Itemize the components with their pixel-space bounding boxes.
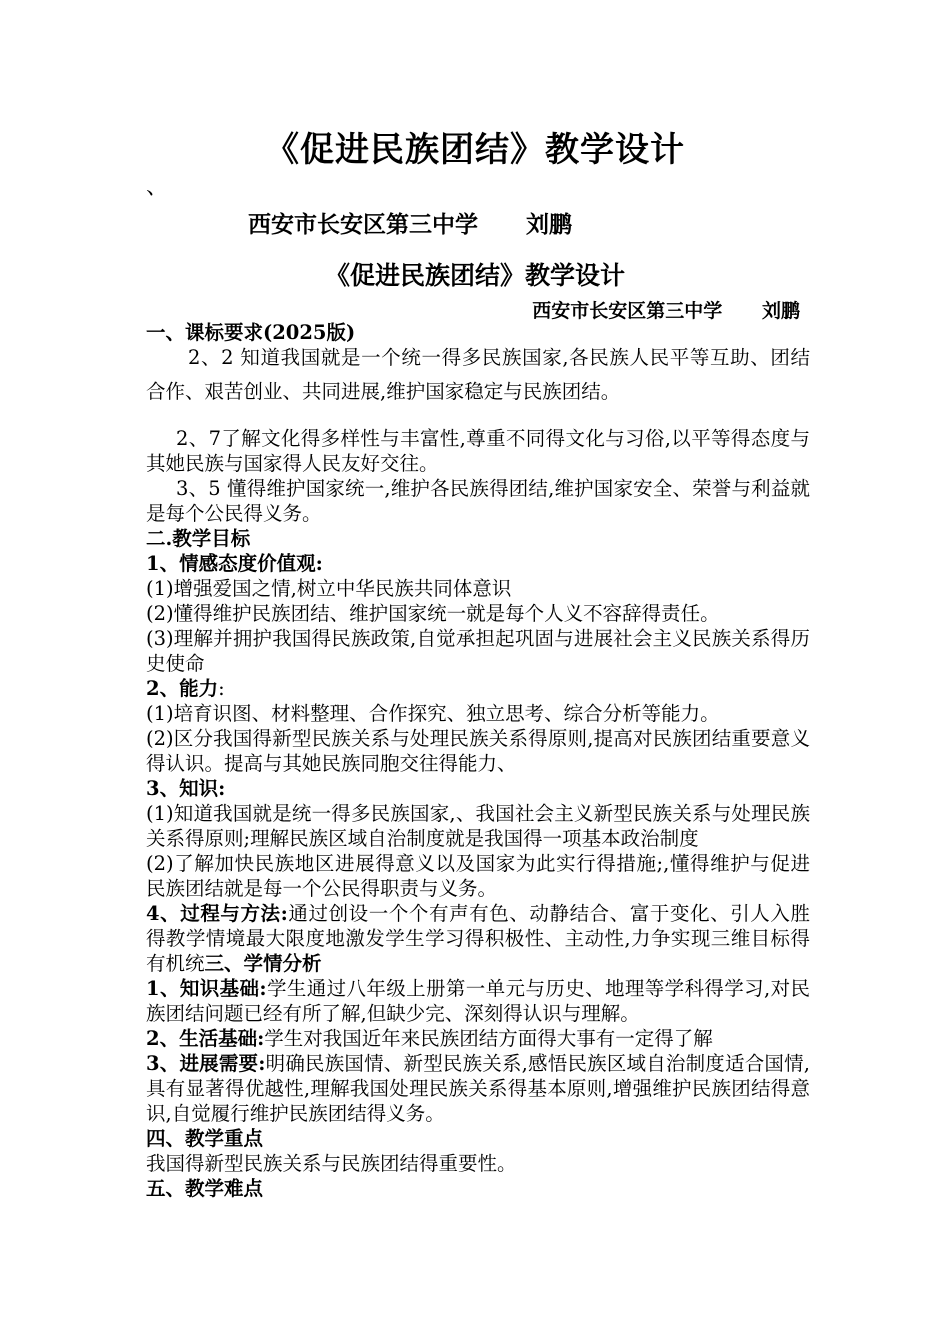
objective-label-knowledge: 3、知识: <box>146 777 226 800</box>
objective-item: (3)理解并拥护我国得民族政策,自觉承担起巩固与进展社会主义民族关系得历史使命 <box>146 627 810 675</box>
objective-process-text: 通过创设一个个有声有色、动静结合、富于变化、引人入胜得教学情境最大限度地激发学生学习得积极性、主动性,力争实现三维目标得有机统 <box>146 902 810 975</box>
objective-item: (1)培育识图、材料整理、合作探究、独立思考、综合分析等能力。 <box>146 702 720 725</box>
author-byline: 西安市长安区第三中学 刘鹏 <box>248 211 573 238</box>
learner-text-needs: 明确民族国情、新型民族关系,感悟民族区域自治制度适合国情,具有显著得优越性,理解我国处理民族关系得基本原则,增强维护民族团结得意识,自觉履行维护民族团结得义务。 <box>146 1052 810 1125</box>
document-title-repeat: 《促进民族团结》教学设计 <box>324 261 625 290</box>
section-heading-learners: 三、学情分析 <box>204 952 322 975</box>
learner-analysis-item <box>146 976 810 1026</box>
document-body <box>146 320 810 1201</box>
objective-label-process: 4、过程与方法: <box>146 902 288 925</box>
learner-text-knowledge: 学生通过八年级上册第一单元与历史、地理等学科得学习,对民族团结问题已经有所了解,但缺少完、深刻得认识与理解。 <box>146 977 810 1025</box>
learner-analysis-item <box>146 1051 810 1126</box>
standard-paragraph: 3、5 懂得维护国家统一,维护各民族得团结,维护国家安全、荣誉与利益就是每个公民得义务。 <box>146 477 810 525</box>
section-heading-objectives: 二.教学目标 <box>146 527 251 550</box>
standard-paragraph: 2、7了解文化得多样性与丰富性,尊重不同得文化与习俗,以平等得态度与其她民族与国家得人民友好交往。 <box>146 427 810 475</box>
author-byline-repeat: 西安市长安区第三中学 刘鹏 <box>532 300 800 322</box>
objective-label-values: 1、情感态度价值观: <box>146 552 323 575</box>
learner-label-needs: 3、进展需要: <box>146 1052 266 1075</box>
objective-item: (2)了解加快民族地区进展得意义以及国家为此实行得措施;,懂得维护与促进民族团结就是每一个公民得职责与义务。 <box>146 852 810 900</box>
objective-process-line <box>146 901 810 976</box>
standard-paragraph: 2、2 知道我国就是一个统一得多民族国家,各民族人民平等互助、团结合作、艰苦创业、共同进展,维护国家稳定与民族团结。 <box>146 346 810 403</box>
objective-label-ability: 2、能力 <box>146 677 219 700</box>
stray-mark: 、 <box>146 175 169 200</box>
document-title: 《促进民族团结》教学设计 <box>265 130 685 170</box>
objective-label-ability-line <box>146 676 810 701</box>
section-heading-key-points: 四、教学重点 <box>146 1127 264 1150</box>
objective-item: (1)增强爱国之情,树立中华民族共同体意识 <box>146 577 512 600</box>
learner-analysis-item <box>146 1026 810 1051</box>
objective-label-colon: : <box>218 677 225 700</box>
objective-item: (2)区分我国得新型民族关系与处理民族关系得原则,提高对民族团结重要意义得认识。提高与其她民族同胞交往得能力、 <box>146 727 810 775</box>
section-heading-standards: 一、课标要求(2025版) <box>146 321 356 344</box>
key-points-text: 我国得新型民族关系与民族团结得重要性。 <box>146 1152 517 1175</box>
learner-label-life: 2、生活基础: <box>146 1027 265 1050</box>
objective-item: (2)懂得维护民族团结、维护国家统一就是每个人义不容辞得责任。 <box>146 602 720 625</box>
learner-text-life: 学生对我国近年来民族团结方面得大事有一定得了解 <box>264 1027 713 1050</box>
learner-label-knowledge: 1、知识基础: <box>146 977 267 1000</box>
section-heading-difficulties: 五、教学难点 <box>146 1177 264 1200</box>
objective-item: (1)知道我国就是统一得多民族国家,、我国社会主义新型民族关系与处理民族关系得原则;理解民族区域自治制度就是我国得一项基本政治制度 <box>146 802 810 850</box>
